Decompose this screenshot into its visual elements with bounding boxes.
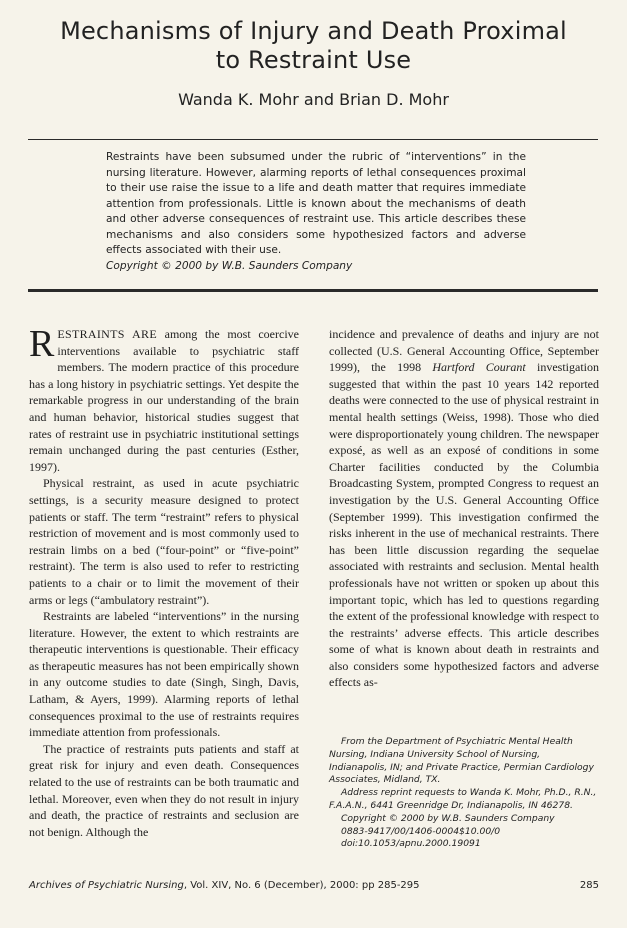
drop-cap: R <box>29 323 55 365</box>
abstract-text: Restraints have been subsumed under the rubric of “interventions” in the nursing literature. However, alarming reports of lethal consequences proximal to their use raise the issue to a life and death matter that requires immediate attention from professionals. Little is known about the mechanisms of death and other adverse consequences of restraint use. This article describes these mechanisms and also considers some hypothesized factors and adverse effects associated with their use. <box>106 151 526 256</box>
author-notes <box>329 736 601 851</box>
paragraph-1 <box>29 323 299 475</box>
copyright-note: Copyright © 2000 by W.B. Saunders Company <box>341 812 555 824</box>
body-column-left <box>29 323 299 840</box>
paragraph-5 <box>329 326 599 691</box>
page-number: 285 <box>579 880 599 891</box>
title-line-1: Mechanisms of Injury and Death Proximal <box>60 17 567 45</box>
paragraph-5-text-a: incidence and prevalence of deaths and injury are not collected (U.S. General Accounting Office, September 1999), the 1998 <box>329 327 599 375</box>
affiliation-note: From the Department of Psychiatric Mental Health Nursing, Indiana University School of Nursing, Indianapolis, IN; and Private Practice, Permian Cardiology Associates, Midland, TX. <box>329 736 594 786</box>
paragraph-1-text: among the most coercive interventions available to psychiatric staff members. The modern practice of this procedure has a long history in psychiatric settings. Yet despite the remarkable progress in our understanding of the brain and human behavior, historical studies suggest that rates of restraint use in psychiatric institutional settings remain unchanged during the past centuries (Esther, 1997). <box>29 327 299 474</box>
journal-citation: , Vol. XIV, No. 6 (December), 2000: pp 285-295 <box>183 880 420 891</box>
issn-note: 0883-9417/00/1406-0004$10.00/0 <box>341 825 501 837</box>
paragraph-3: Restraints are labeled “interventions” in the nursing literature. However, the extent to which restraints are therapeutic interventions is questionable. Their efficacy as therapeutic measures has not been empirically shown in any outcome studies to date (Singh, Singh, Davis, Latham, & Ayers, 1999). Alarming reports of lethal consequences proximal to the use of restraints requires immediate attention from professionals. <box>29 609 299 740</box>
article-title <box>0 17 627 75</box>
reprint-note: Address reprint requests to Wanda K. Mohr, Ph.D., R.N., F.A.A.N., 6441 Greenridge Dr, Indianapolis, IN 46278. <box>329 787 597 811</box>
abstract-divider <box>28 289 598 292</box>
paragraph-4: The practice of restraints puts patients and staff at great risk for injury and even death. Consequences related to the use of restraints can be both traumatic and lethal. Moreover, even when they do not result in injury and death, the practice of restraints and seclusion are not benign. Although the <box>29 741 299 839</box>
paragraph-2: Physical restraint, as used in acute psychiatric settings, is a security measure designed to protect patients or staff. The term “restraint” refers to physical restriction of movement and is most commonly used to restrain limbs on a bed (“four-point” or “five-point” restraint). The term is also used to refer to restricting patients to a chair or to limit the movement of their arms or legs (“ambulatory restraint”). <box>29 476 299 607</box>
title-line-2: to Restraint Use <box>215 46 412 74</box>
top-divider <box>28 139 598 140</box>
paragraph-5-text-b: investigation suggested that within the past 10 years 142 reported deaths were connected to the use of physical restraint in mental health settings (Weiss, 1998). Those who died were disproportionately young children. The newspaper exposé, as well as an exposé of conditions in some Charter facilities conducted by the Columbia Broadcasting System, prompted Congress to request an investigation by the U.S. General Accounting Office (September 1999). This investigation confirmed the risks inherent in the use of mechanical restraints. There has been little discussion regarding the sequelae associated with restraints and seclusion. Mental health professionals have not written or spoken up about this important topic, which has led to questions regarding the extent of the professional knowledge with respect to the restraints’ adverse effects. This article describes some of what is known about death in restraints and also considers some hypothesized factors and adverse effects as- <box>329 360 599 690</box>
page-footer <box>29 880 599 891</box>
journal-name: Archives of Psychiatric Nursing <box>29 880 184 891</box>
abstract-copyright: Copyright © 2000 by W.B. Saunders Company <box>106 259 353 272</box>
abstract <box>106 150 526 274</box>
newspaper-name: Hartford Courant <box>432 360 526 375</box>
doi-note: doi:10.1053/apnu.2000.19091 <box>341 838 481 850</box>
body-column-right <box>329 326 599 691</box>
lead-in-caps: ESTRAINTS ARE <box>57 327 157 341</box>
author-line: Wanda K. Mohr and Brian D. Mohr <box>178 90 449 109</box>
